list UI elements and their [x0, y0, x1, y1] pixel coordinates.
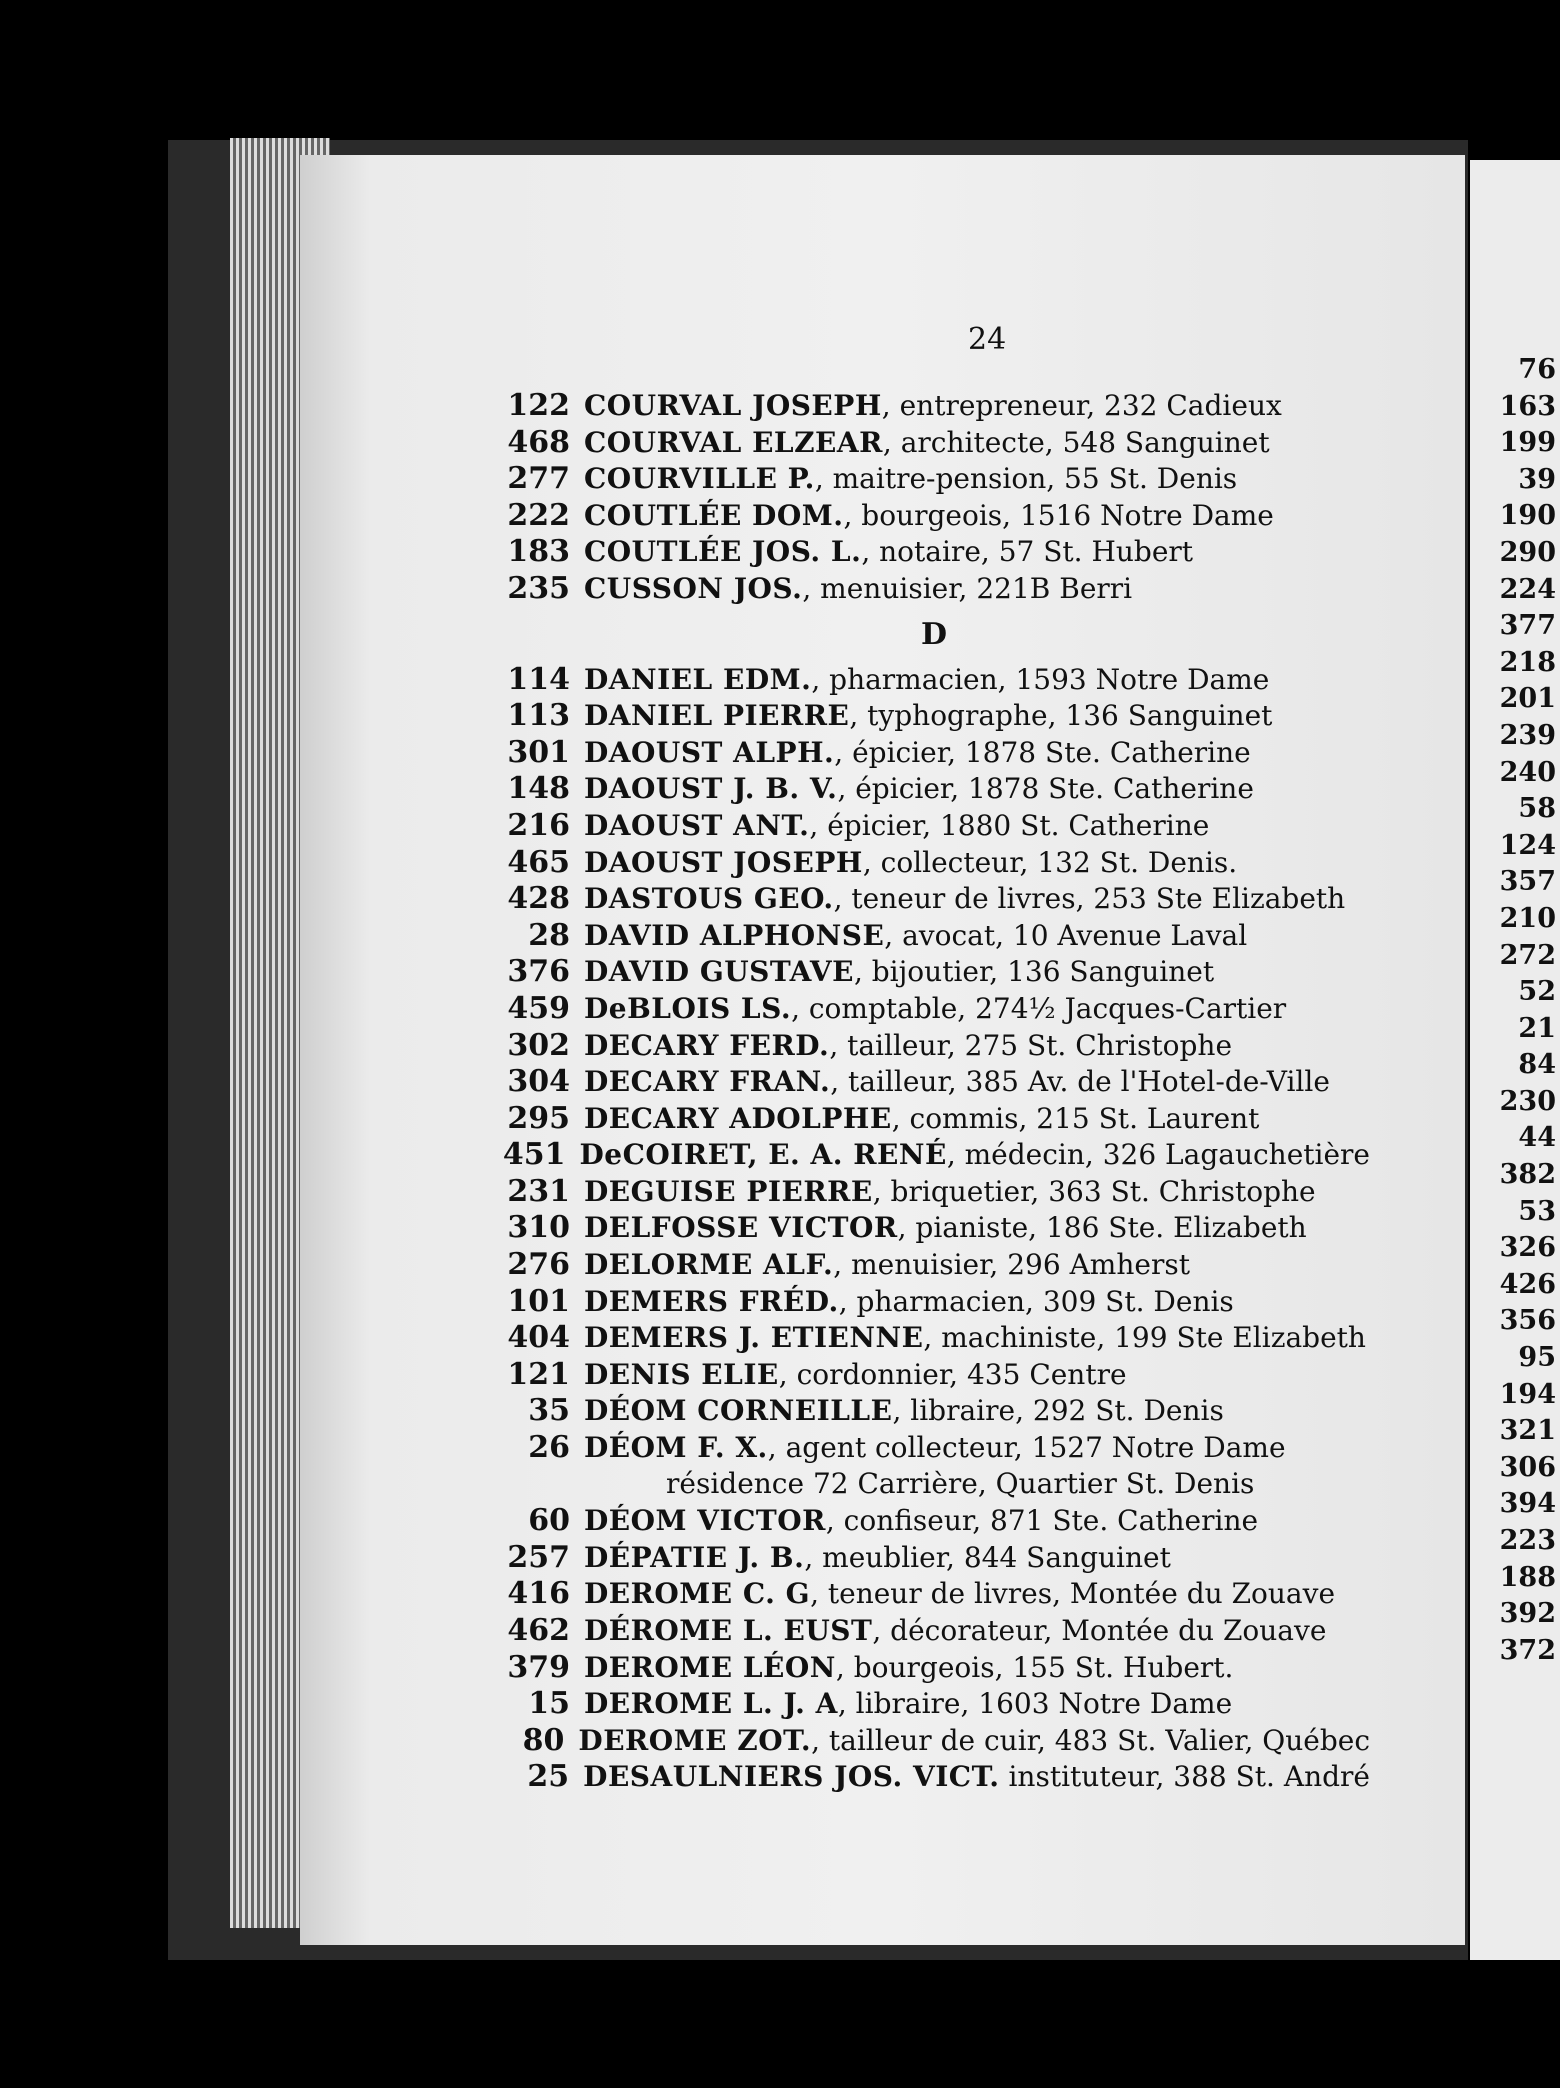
entry-text	[583, 1760, 1370, 1793]
section-letter: D	[920, 617, 947, 653]
entry-text	[579, 1138, 1370, 1171]
entry-name: DÉOM CORNEILLE	[584, 1394, 893, 1428]
entry-number: 35	[528, 1393, 570, 1429]
entry-detail: , tailleur, 385 Av. de l'Hotel-de-Ville	[830, 1065, 1330, 1099]
entry-name: COURVAL ELZEAR	[584, 425, 883, 459]
adjacent-page-number: 194	[1499, 1378, 1556, 1410]
adjacent-page-number: 190	[1499, 500, 1556, 532]
entries-after-group	[490, 1503, 1370, 1796]
entry-name: DENIS ELIE	[584, 1357, 779, 1391]
adjacent-page-number: 426	[1499, 1268, 1556, 1300]
entry-number: 183	[507, 534, 570, 570]
adjacent-page-number: 372	[1499, 1634, 1556, 1666]
entry-text	[584, 1358, 1127, 1391]
entry-detail: , bourgeois, 155 St. Hubert.	[835, 1650, 1234, 1684]
adjacent-page-number: 326	[1499, 1232, 1556, 1264]
directory-entries	[490, 388, 1370, 1796]
entry-text	[584, 1029, 1232, 1062]
entry-detail: , épicier, 1878 Ste. Catherine	[837, 772, 1254, 806]
entry-name: DASTOUS GEO.	[584, 882, 834, 916]
entry-text	[584, 1211, 1307, 1244]
adjacent-page-number: 240	[1499, 756, 1556, 788]
adjacent-page-number: 306	[1499, 1451, 1556, 1483]
entry-detail: , bijoutier, 136 Sanguinet	[853, 955, 1215, 989]
entry-detail: , confiseur, 871 Ste. Catherine	[825, 1504, 1259, 1538]
entry-row	[490, 1357, 1370, 1394]
entry-detail: , menuisier, 296 Amherst	[833, 1248, 1190, 1282]
entry-name: DÉOM VICTOR	[584, 1504, 826, 1538]
entry-number: 295	[507, 1100, 570, 1136]
entry-number: 416	[507, 1576, 570, 1612]
entry-detail: , pharmacien, 1593 Notre Dame	[811, 662, 1270, 696]
entry-number: 216	[507, 807, 570, 843]
entry-row	[490, 534, 1370, 571]
entry-row	[490, 918, 1370, 955]
entry-text	[584, 1394, 1224, 1427]
entry-text	[584, 772, 1254, 805]
entry-row	[490, 1064, 1370, 1101]
adjacent-page-number: 321	[1499, 1415, 1556, 1447]
entry-name: DEMERS FRÉD.	[584, 1284, 839, 1318]
adjacent-page-number: 394	[1499, 1488, 1556, 1520]
entry-detail: , pharmacien, 309 St. Denis	[838, 1284, 1234, 1318]
entry-detail: , typhographe, 136 Sanguinet	[849, 699, 1273, 733]
entry-number: 231	[507, 1173, 570, 1209]
entry-text	[584, 699, 1272, 732]
adjacent-page-number: 188	[1499, 1561, 1556, 1593]
entry-name: DEROME LÉON	[584, 1650, 836, 1684]
entry-detail: , avocat, 10 Avenue Laval	[884, 918, 1248, 952]
entry-number: 277	[507, 461, 570, 497]
entry-detail: , épicier, 1880 St. Catherine	[809, 808, 1210, 842]
adjacent-page-number: 230	[1499, 1085, 1556, 1117]
entry-number: 122	[507, 388, 570, 423]
entry-detail: , entrepreneur, 232 Cadieux	[881, 389, 1282, 422]
entry-name: DECARY ADOLPHE	[584, 1101, 892, 1135]
entry-name: DÉROME L. EUST	[584, 1614, 873, 1647]
entry-detail: , épicier, 1878 Ste. Catherine	[834, 735, 1251, 769]
entry-number: 15	[528, 1686, 570, 1722]
adjacent-page-number: 95	[1518, 1342, 1556, 1374]
entry-text	[584, 1102, 1259, 1135]
entry-text	[584, 389, 1282, 422]
entry-name: DAOUST JOSEPH	[584, 845, 863, 879]
entry-detail: , notaire, 57 St. Hubert	[861, 535, 1194, 569]
entry-name: DEROME ZOT.	[578, 1723, 812, 1757]
adjacent-page-number: 52	[1518, 976, 1556, 1008]
adjacent-page-number: 218	[1499, 646, 1556, 678]
entry-text	[584, 1248, 1190, 1281]
entry-text	[584, 992, 1286, 1025]
entry-text	[584, 882, 1345, 915]
entry-name: DAVID ALPHONSE	[584, 918, 885, 952]
entry-number: 121	[507, 1356, 570, 1392]
entry-name: DÉPATIE J. B.	[584, 1540, 805, 1574]
entry-row	[490, 498, 1370, 535]
entry-number: 80	[522, 1722, 565, 1758]
adjacent-page-numbers	[1474, 352, 1556, 1669]
entry-number: 428	[507, 881, 570, 917]
adjacent-page-number: 272	[1499, 939, 1556, 971]
entry-row	[490, 1613, 1370, 1650]
entry-row	[490, 808, 1370, 845]
entry-number: 222	[507, 497, 570, 533]
entry-text	[584, 1651, 1233, 1684]
entry-detail: , commis, 215 St. Laurent	[891, 1101, 1260, 1135]
entry-number: 465	[507, 844, 570, 880]
entry-row	[490, 425, 1370, 462]
entry-number: 148	[507, 771, 570, 807]
adjacent-page-number: 39	[1518, 463, 1556, 495]
adjacent-page-number: 382	[1499, 1159, 1556, 1191]
entry-row	[490, 1393, 1370, 1430]
adjacent-page-number: 290	[1499, 536, 1556, 568]
entry-detail: , machiniste, 199 Ste Elizabeth	[923, 1321, 1366, 1355]
entry-name: DESAULNIERS JOS. VICT.	[583, 1760, 1000, 1794]
entry-number: 114	[507, 661, 570, 697]
entry-number: 28	[528, 917, 570, 953]
entry-number: 468	[507, 424, 570, 460]
entry-detail: , cordonnier, 435 Centre	[778, 1357, 1127, 1391]
entry-text	[584, 736, 1251, 769]
entry-row	[490, 1137, 1370, 1174]
adjacent-page-number: 124	[1499, 829, 1556, 861]
entry-name: DEROME C. G	[584, 1577, 811, 1611]
entry-row	[490, 1247, 1370, 1284]
adjacent-page-number: 357	[1499, 866, 1556, 898]
entry-text	[578, 1724, 1370, 1757]
entry-detail: , tailleur, 275 St. Christophe	[829, 1028, 1233, 1062]
adjacent-page-number: 163	[1499, 390, 1556, 422]
entry-name: DeBLOIS LS.	[584, 991, 792, 1025]
adjacent-page-number: 21	[1518, 1012, 1556, 1044]
entry-text	[584, 1577, 1335, 1610]
entry-text	[584, 535, 1193, 568]
entry-name: COURVAL JOSEPH	[584, 389, 882, 422]
entry-text	[584, 462, 1237, 495]
adjacent-page-number: 201	[1499, 683, 1556, 715]
entry-row	[490, 845, 1370, 882]
entry-detail: , architecte, 548 Sanguinet	[882, 425, 1270, 459]
entry-name: DELORME ALF.	[584, 1248, 834, 1282]
entries-d-group	[490, 662, 1370, 1467]
entry-detail: , meublier, 844 Sanguinet	[804, 1540, 1171, 1574]
entry-continuation	[490, 1467, 1370, 1504]
entry-detail: , briquetier, 363 St. Christophe	[872, 1174, 1316, 1208]
entry-number: 379	[507, 1649, 570, 1685]
entry-detail: , libraire, 292 St. Denis	[892, 1394, 1224, 1428]
entry-text	[584, 1321, 1366, 1354]
entry-number: 276	[507, 1247, 570, 1283]
adjacent-page-number: 239	[1499, 719, 1556, 751]
entry-detail: , agent collecteur, 1527 Notre Dame	[767, 1431, 1286, 1465]
entry-detail: , maitre-pension, 55 St. Denis	[814, 462, 1238, 496]
entry-text	[584, 572, 1132, 605]
entry-text	[584, 919, 1247, 952]
entry-row	[490, 1174, 1370, 1211]
entry-number: 60	[528, 1503, 570, 1539]
entry-detail: , libraire, 1603 Notre Dame	[837, 1687, 1233, 1721]
entry-name: DAOUST ALPH.	[584, 735, 835, 769]
entry-name: CUSSON JOS.	[584, 571, 803, 605]
entry-number: 25	[527, 1759, 570, 1795]
entry-row	[490, 1540, 1370, 1577]
adjacent-page-number: 223	[1499, 1525, 1556, 1556]
entry-row	[490, 1210, 1370, 1247]
entry-name: DECARY FERD.	[584, 1028, 830, 1062]
page-number: 24	[968, 322, 1007, 357]
entry-text	[584, 1541, 1171, 1574]
entry-number: 304	[507, 1064, 570, 1100]
entry-detail: , médecin, 326 Lagauchetière	[946, 1138, 1370, 1172]
entry-text	[584, 1614, 1326, 1647]
entry-number: 301	[507, 734, 570, 770]
entry-detail: , tailleur de cuir, 483 St. Valier, Québec	[811, 1723, 1370, 1757]
entry-text	[584, 955, 1214, 988]
entry-row	[490, 1576, 1370, 1613]
entry-number: 404	[507, 1320, 570, 1356]
entries-c-group	[490, 388, 1370, 608]
entry-name: COURVILLE P.	[584, 462, 815, 496]
entry-number: 113	[507, 698, 570, 734]
entry-row	[490, 1723, 1370, 1760]
entry-number: 101	[507, 1283, 570, 1319]
entry-name: DAVID GUSTAVE	[584, 955, 854, 989]
entry-row	[490, 662, 1370, 699]
entry-text	[584, 426, 1270, 459]
entry-row	[490, 1320, 1370, 1357]
entry-row	[490, 1284, 1370, 1321]
entry-text	[584, 846, 1237, 879]
entry-text	[584, 1687, 1232, 1720]
entry-row	[490, 461, 1370, 498]
entry-detail: , comptable, 274½ Jacques-Cartier	[791, 991, 1287, 1025]
adjacent-page-number: 199	[1499, 427, 1556, 459]
adjacent-page-number: 377	[1499, 610, 1556, 642]
entry-row	[490, 881, 1370, 918]
entry-detail: , décorateur, Montée du Zouave	[872, 1614, 1327, 1647]
entry-row	[490, 1686, 1370, 1723]
entry-number: 302	[507, 1027, 570, 1063]
entry-text	[584, 1175, 1316, 1208]
adjacent-page-number: 392	[1499, 1598, 1556, 1630]
entry-row	[490, 1430, 1370, 1467]
entry-text	[584, 809, 1209, 842]
entry-name: DEMERS J. ETIENNE	[584, 1321, 924, 1355]
entry-text	[584, 1065, 1330, 1098]
entry-row	[490, 954, 1370, 991]
adjacent-page-number: 356	[1499, 1305, 1556, 1337]
entry-row	[490, 698, 1370, 735]
entry-number: 459	[507, 990, 570, 1026]
entry-name: DEROME L. J. A	[584, 1687, 838, 1721]
entry-row	[490, 388, 1370, 425]
entry-name: DANIEL EDM.	[584, 662, 812, 696]
entry-name: DEGUISE PIERRE	[584, 1174, 873, 1208]
adjacent-page-number: 84	[1518, 1049, 1556, 1081]
entry-number: 257	[507, 1539, 570, 1575]
entry-row	[490, 1028, 1370, 1065]
entry-name: COUTLÉE DOM.	[584, 498, 844, 532]
entry-row	[490, 1101, 1370, 1138]
entry-detail: , pianiste, 186 Ste. Elizabeth	[897, 1211, 1307, 1245]
entry-name: DELFOSSE VICTOR	[584, 1211, 898, 1245]
entry-row	[490, 735, 1370, 772]
entry-number: 451	[502, 1137, 566, 1173]
entry-text	[584, 1504, 1258, 1537]
continuation-text: résidence 72 Carrière, Quartier St. Denis	[666, 1466, 1255, 1500]
entry-detail: , menuisier, 221B Berri	[802, 571, 1133, 605]
entry-name: DÉOM F. X.	[584, 1431, 768, 1465]
entry-name: DAOUST ANT.	[584, 808, 810, 842]
adjacent-page-number: 224	[1499, 573, 1556, 605]
adjacent-page-number: 53	[1518, 1195, 1556, 1227]
entry-number: 376	[507, 954, 570, 990]
adjacent-page-number: 76	[1518, 354, 1556, 385]
adjacent-page-number: 58	[1518, 793, 1556, 825]
entry-text	[584, 663, 1269, 696]
entry-text	[584, 499, 1274, 532]
entry-number: 462	[507, 1613, 570, 1648]
entry-detail: , teneur de livres, 253 Ste Elizabeth	[833, 882, 1346, 916]
entry-row	[490, 1503, 1370, 1540]
entry-detail: instituteur, 388 St. André	[999, 1760, 1370, 1794]
entry-number: 310	[507, 1210, 570, 1246]
adjacent-page-number: 44	[1518, 1122, 1556, 1154]
entry-detail: , collecteur, 132 St. Denis.	[862, 845, 1238, 879]
entry-detail: , bourgeois, 1516 Notre Dame	[843, 498, 1274, 532]
entry-number: 26	[528, 1430, 570, 1466]
entry-row	[490, 1650, 1370, 1687]
entry-name: DAOUST J. B. V.	[584, 772, 838, 806]
entry-row	[490, 771, 1370, 808]
entry-row	[490, 991, 1370, 1028]
entry-name: DeCOIRET, E. A. RENÉ	[579, 1138, 947, 1172]
entry-text	[584, 1431, 1286, 1464]
entry-text	[584, 1285, 1234, 1318]
entry-name: COUTLÉE JOS. L.	[584, 535, 862, 569]
entry-row	[490, 571, 1370, 608]
entry-row	[490, 1759, 1370, 1796]
adjacent-page-number: 210	[1499, 902, 1556, 934]
entry-name: DECARY FRAN.	[584, 1065, 831, 1099]
entry-detail: , teneur de livres, Montée du Zouave	[810, 1577, 1336, 1611]
entry-number: 235	[507, 570, 570, 606]
entry-name: DANIEL PIERRE	[584, 699, 850, 733]
